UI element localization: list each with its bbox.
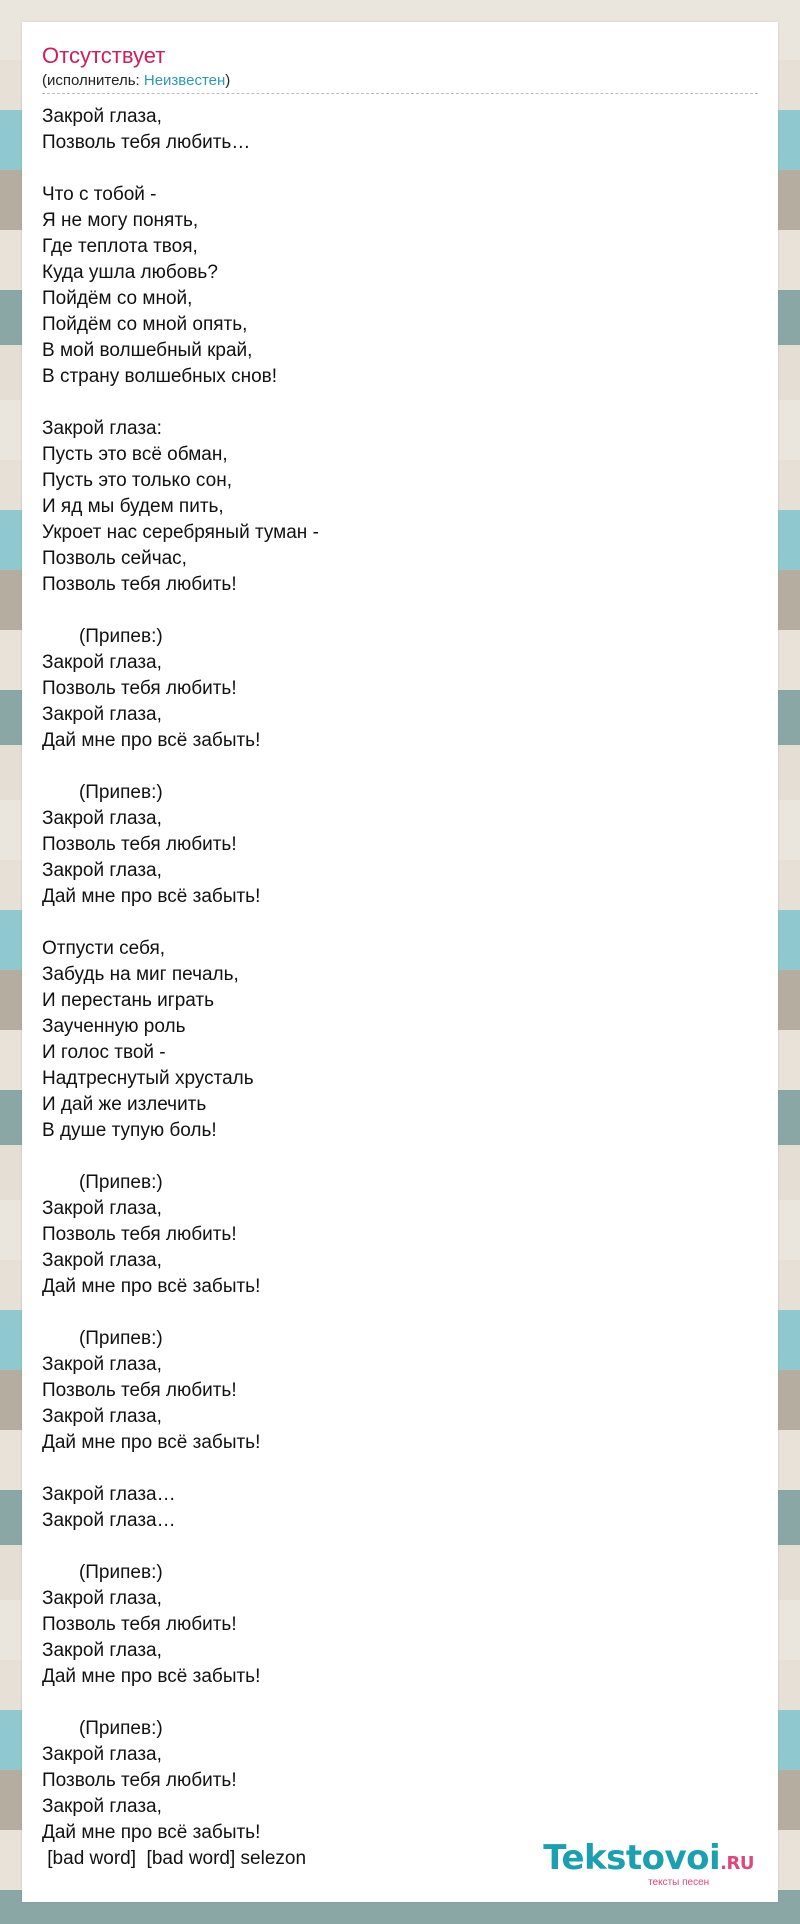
artist-suffix: ): [225, 72, 231, 89]
header-divider: [42, 93, 758, 94]
lyric-line: Пусть это только сон,: [42, 470, 232, 491]
lyric-line: Закрой глаза…: [42, 1510, 176, 1531]
lyric-line: Дай мне про всё забыть!: [42, 1276, 261, 1297]
lyric-line: Закрой глаза…: [42, 1484, 176, 1505]
lyric-line: Отпусти себя,: [42, 938, 166, 959]
lyric-line: И дай же излечить: [42, 1094, 207, 1115]
lyric-line: В мой волшебный край,: [42, 340, 253, 361]
artist-line: [42, 72, 230, 90]
lyric-line: Закрой глаза,: [42, 704, 162, 725]
lyric-line: И голос твой -: [42, 1042, 166, 1063]
lyric-line: Укроет нас серебряный туман -: [42, 522, 319, 543]
lyric-line: Позволь сейчас,: [42, 548, 187, 569]
lyric-line: Закрой глаза,: [42, 1406, 162, 1427]
lyric-line: [42, 156, 758, 182]
lyric-line: [42, 1690, 758, 1716]
lyric-line: Заученную роль: [42, 1016, 186, 1037]
lyric-line: Позволь тебя любить!: [42, 1380, 237, 1401]
lyric-line: Закрой глаза,: [42, 1588, 162, 1609]
lyric-line: Дай мне про всё забыть!: [42, 886, 261, 907]
lyric-line: Где теплота твоя,: [42, 236, 198, 257]
artist-prefix: (исполнитель:: [42, 72, 144, 89]
lyric-line: И перестань играть: [42, 990, 215, 1011]
lyric-line: Закрой глаза,: [42, 1198, 162, 1219]
lyric-line: (Припев:): [42, 1562, 163, 1583]
song-title: Отсутствует: [42, 43, 166, 68]
lyric-line: Закрой глаза,: [42, 106, 162, 127]
lyric-line: Закрой глаза,: [42, 1744, 162, 1765]
lyric-line: Дай мне про всё забыть!: [42, 1432, 261, 1453]
lyric-line: В страну волшебных снов!: [42, 366, 278, 387]
lyric-line: Пойдём со мной опять,: [42, 314, 248, 335]
lyric-line: И яд мы будем пить,: [42, 496, 224, 517]
lyric-line: (Припев:): [42, 626, 163, 647]
lyric-line: Закрой глаза,: [42, 860, 162, 881]
lyric-line: [42, 598, 758, 624]
artist-link[interactable]: Неизвестен: [143, 72, 226, 89]
lyrics-card: [22, 22, 778, 1902]
lyric-line: Пусть это всё обман,: [42, 444, 228, 465]
lyric-line: (Припев:): [42, 1718, 163, 1739]
lyric-line: Закрой глаза,: [42, 1354, 162, 1375]
lyric-line: Позволь тебя любить!: [42, 1770, 237, 1791]
lyric-line: Позволь тебя любить…: [42, 132, 251, 153]
lyric-line: [42, 1456, 758, 1482]
lyric-line: Дай мне про всё забыть!: [42, 730, 261, 751]
lyric-line: Я не могу понять,: [42, 210, 199, 231]
lyric-line: Закрой глаза,: [42, 652, 162, 673]
site-logo[interactable]: [543, 1838, 754, 1888]
lyric-line: Закрой глаза,: [42, 1250, 162, 1271]
logo-main-text: Tekstovoi: [543, 1838, 721, 1878]
lyric-line: (Припев:): [42, 782, 163, 803]
lyric-line: Позволь тебя любить!: [42, 1614, 237, 1635]
lyric-line: Закрой глаза:: [42, 418, 162, 439]
lyric-line: Позволь тебя любить!: [42, 678, 237, 699]
lyric-line: Куда ушла любовь?: [42, 262, 218, 283]
lyric-line: Позволь тебя любить!: [42, 834, 237, 855]
footer-text: [bad word] [bad word] selezon: [42, 1848, 307, 1869]
lyric-line: Закрой глаза,: [42, 1640, 162, 1661]
lyric-line: Закрой глаза,: [42, 808, 162, 829]
logo-tagline: тексты песен: [648, 1877, 710, 1888]
logo-tld: .RU: [720, 1853, 754, 1874]
lyric-line: Дай мне про всё забыть!: [42, 1666, 261, 1687]
lyric-line: Позволь тебя любить!: [42, 574, 237, 595]
lyric-line: Закрой глаза,: [42, 1796, 162, 1817]
lyric-line: [42, 910, 758, 936]
lyric-line: Позволь тебя любить!: [42, 1224, 237, 1245]
lyric-line: Пойдём со мной,: [42, 288, 193, 309]
logo-wordmark: [543, 1838, 754, 1881]
lyric-line: [42, 754, 758, 780]
lyric-line: [42, 1534, 758, 1560]
lyric-line: В душе тупую боль!: [42, 1120, 217, 1141]
lyric-line: [42, 390, 758, 416]
lyric-line: [42, 1300, 758, 1326]
lyric-line: [42, 1144, 758, 1170]
lyric-line: (Припев:): [42, 1172, 163, 1193]
lyric-line: (Припев:): [42, 1328, 163, 1349]
lyrics-body: [42, 104, 758, 1872]
lyric-line: Что с тобой -: [42, 184, 157, 205]
lyric-line: Дай мне про всё забыть!: [42, 1822, 261, 1843]
lyric-line: Надтреснутый хрусталь: [42, 1068, 254, 1089]
lyric-line: Забудь на миг печаль,: [42, 964, 239, 985]
